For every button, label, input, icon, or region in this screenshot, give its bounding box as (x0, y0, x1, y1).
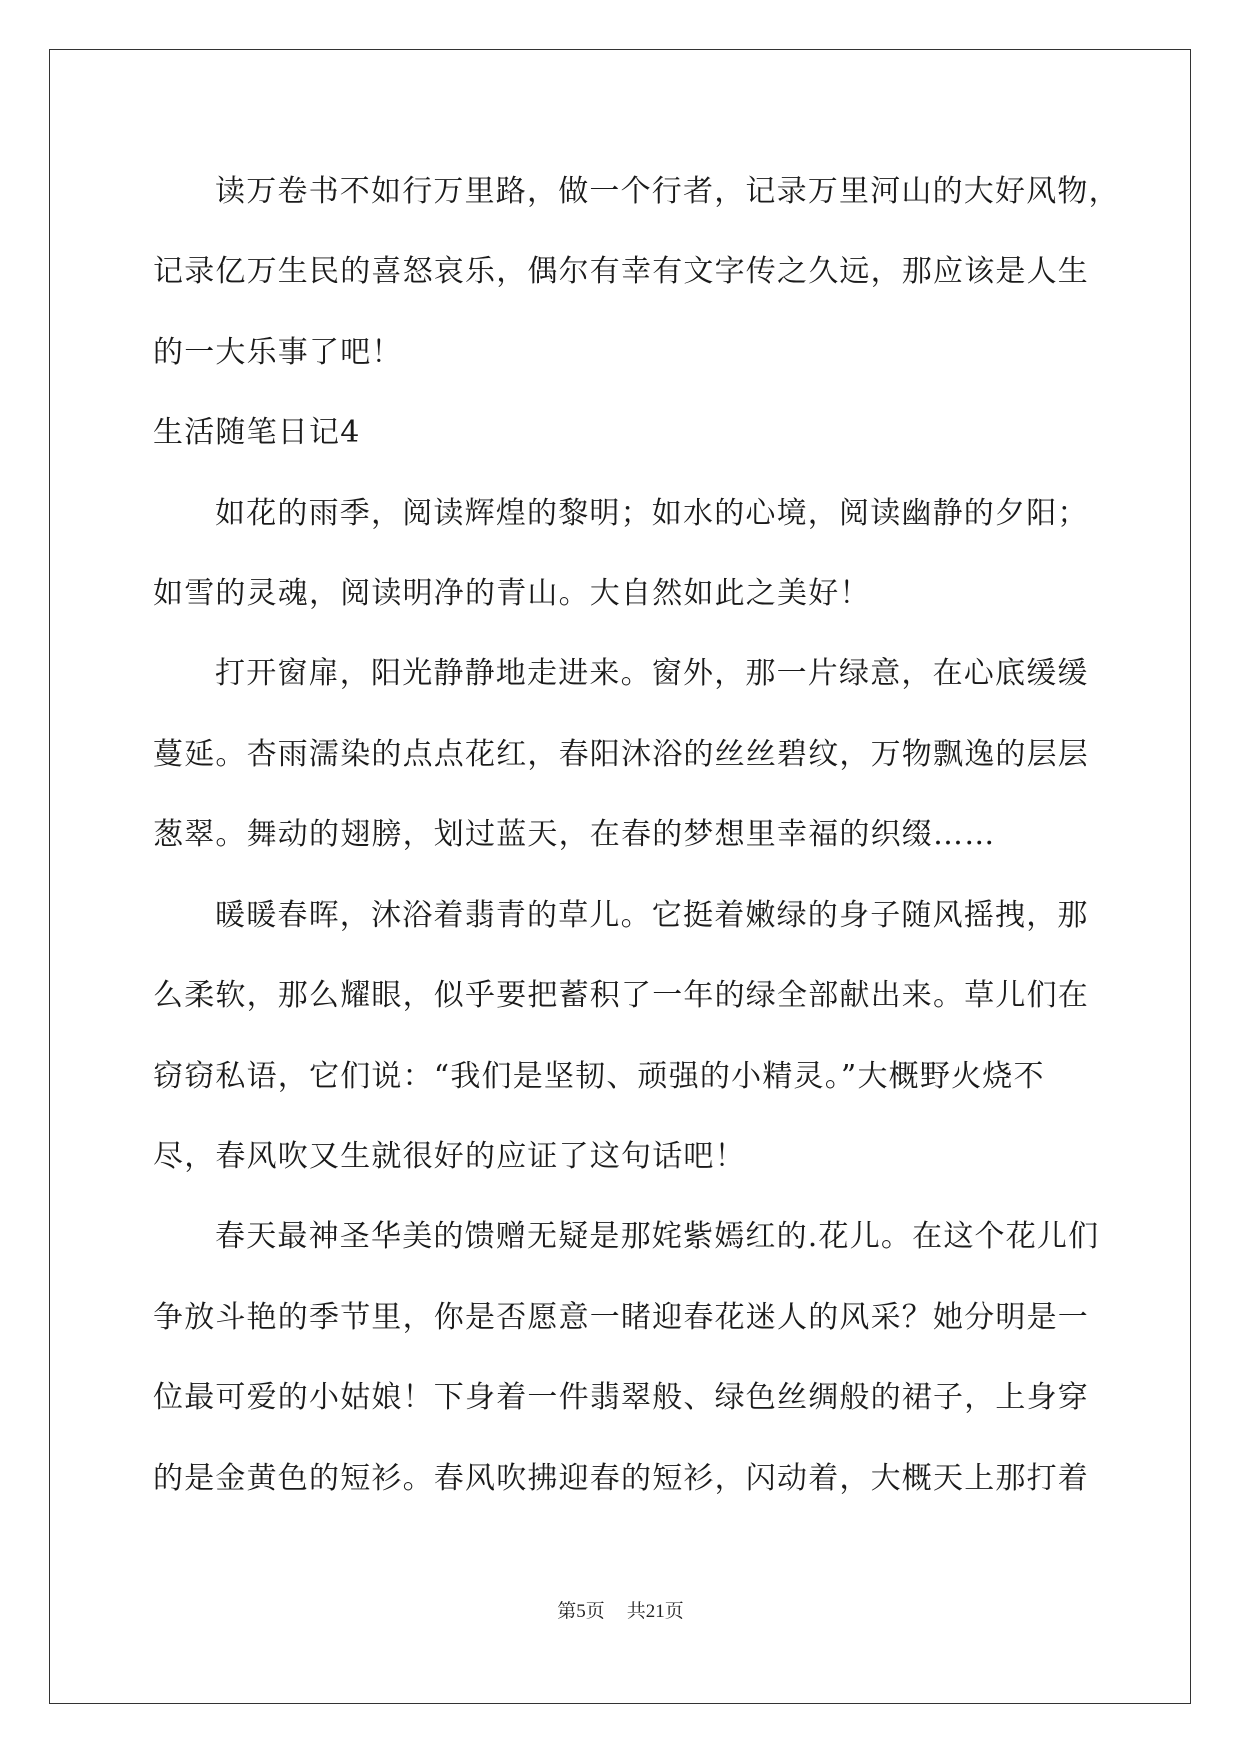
paragraph-line: 读万卷书不如行万里路，做一个行者，记录万里河山的大好风物， (215, 174, 1120, 209)
paragraph-line: 葱翠。舞动的翅膀，划过蓝天，在春的梦想里幸福的织缀…… (153, 817, 996, 852)
paragraph-line: 记录亿万生民的喜怒哀乐，偶尔有幸有文字传之久远，那应该是人生 (153, 254, 1089, 289)
page-border (49, 49, 1191, 1704)
current-page-number: 第5页 (557, 1601, 605, 1622)
paragraph-line: 春天最神圣华美的馈赠无疑是那姹紫嫣红的.花儿。在这个花儿们 (215, 1219, 1100, 1254)
total-page-count: 共21页 (626, 1601, 684, 1622)
page-footer (0, 1596, 1241, 1623)
paragraph-line: 位最可爱的小姑娘！下身着一件翡翠般、绿色丝绸般的裙子，上身穿 (153, 1380, 1089, 1415)
paragraph-line: 的一大乐事了吧！ (153, 335, 403, 370)
paragraph-line: 争放斗艳的季节里，你是否愿意一睹迎春花迷人的风采？她分明是一 (153, 1300, 1089, 1335)
paragraph-line: 如雪的灵魂，阅读明净的青山。大自然如此之美好！ (153, 576, 871, 611)
paragraph-line: 打开窗扉，阳光静静地走进来。窗外，那一片绿意，在心底缓缓 (215, 656, 1089, 691)
paragraph-line: 如花的雨季，阅读辉煌的黎明；如水的心境，阅读幽静的夕阳； (215, 496, 1089, 531)
paragraph-line: 的是金黄色的短衫。春风吹拂迎春的短衫，闪动着，大概天上那打着 (153, 1461, 1089, 1496)
paragraph-line: 蔓延。杏雨濡染的点点花红，春阳沐浴的丝丝碧纹，万物飘逸的层层 (153, 737, 1089, 772)
paragraph-line: 尽，春风吹又生就很好的应证了这句话吧！ (153, 1139, 746, 1174)
paragraph-line: 暖暖春晖，沐浴着翡青的草儿。它挺着嫩绿的身子随风摇拽，那 (215, 898, 1089, 933)
paragraph-line: 么柔软，那么耀眼，似乎要把蓄积了一年的绿全部献出来。草儿们在 (153, 978, 1089, 1013)
paragraph-line: 窃窃私语，它们说：“我们是坚韧、顽强的小精灵。”大概野火烧不 (153, 1059, 1045, 1094)
section-heading: 生活随笔日记4 (153, 415, 361, 450)
